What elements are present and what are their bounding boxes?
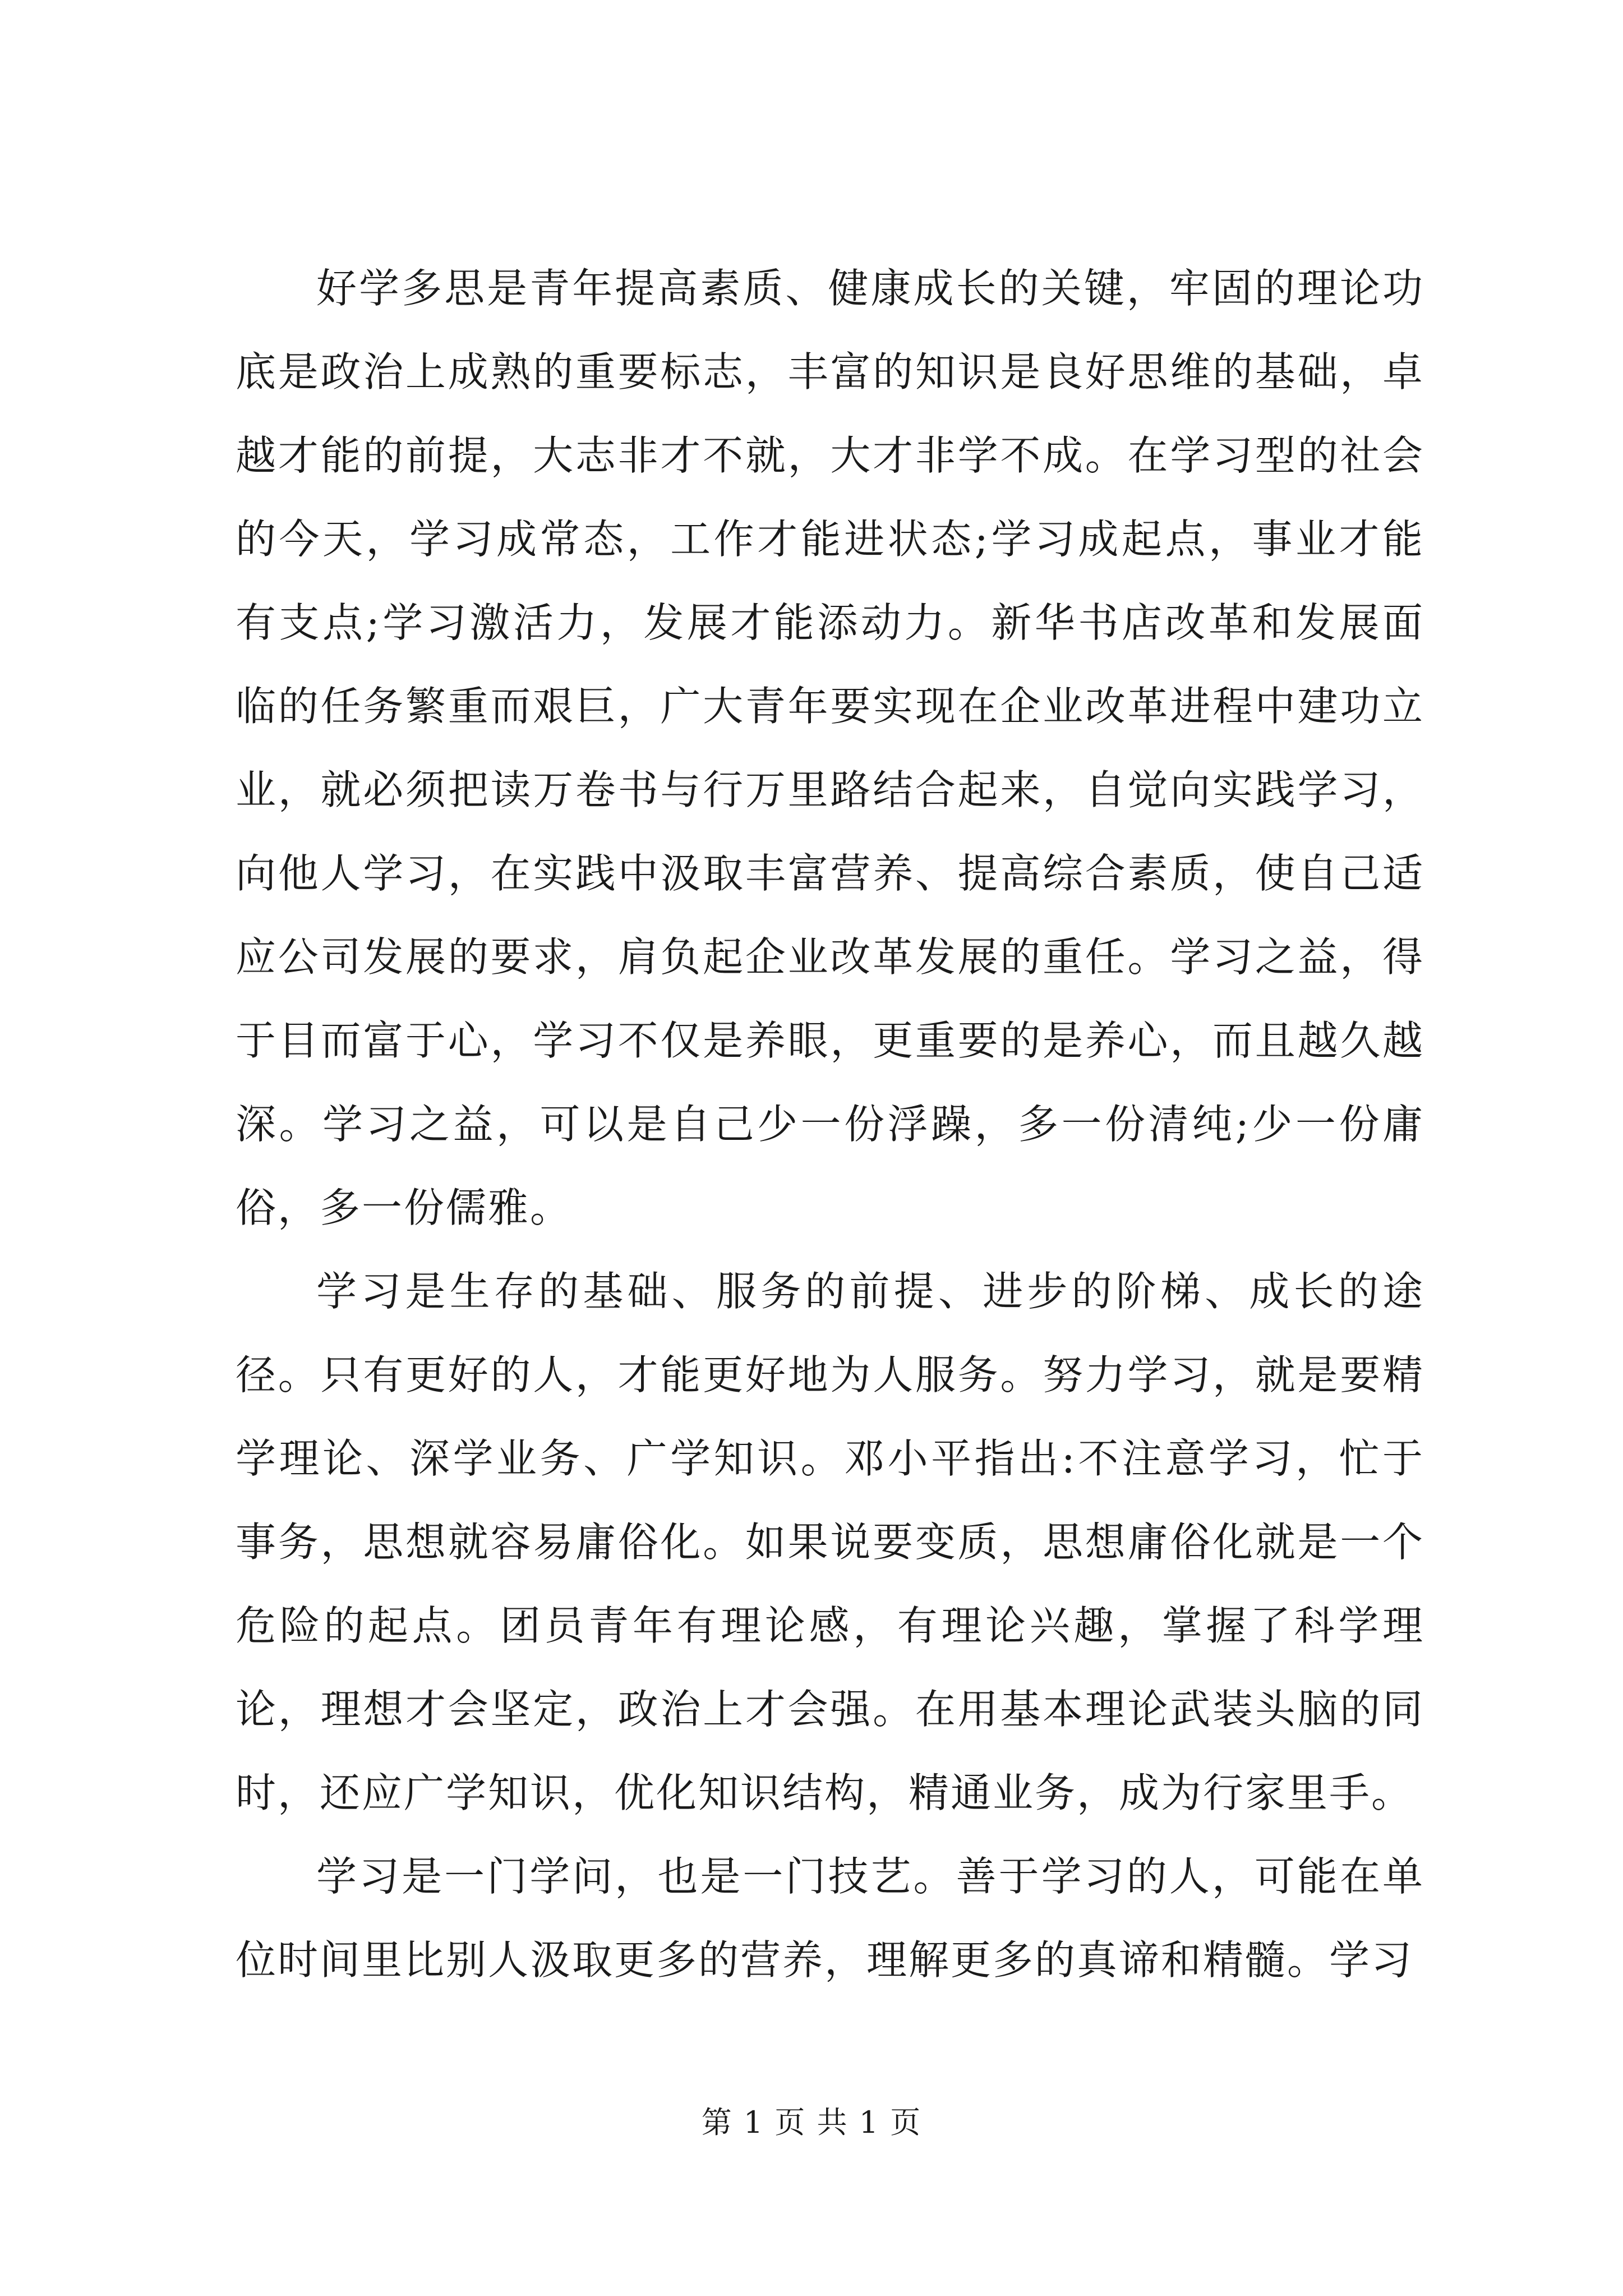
- paragraph-2: 学习是生存的基础、服务的前提、进步的阶梯、成长的途径。只有更好的人，才能更好地为人服务。努力学习，就是要精学理论、深学业务、广学知识。邓小平指出:不注意学习，忙于事务，思想就容易庸俗化。如果说要变质，思想庸俗化就是一个危险的起点。团员青年有理论感，有理论兴趣，掌握了科学理论，理想才会坚定，政治上才会强。在用基本理论武装头脑的同时，还应广学知识，优化知识结构，精通业务，成为行家里手。: [236, 1268, 1424, 1816]
- paragraph-3: 学习是一门学问，也是一门技艺。善于学习的人，可能在单位时间里比别人汲取更多的营养，理解更多的真谛和精髓。学习: [236, 1853, 1424, 1984]
- page-footer: 第 1 页 共 1 页: [701, 2105, 922, 2140]
- paragraph-1: 好学多思是青年提高素质、健康成长的关键，牢固的理论功底是政治上成熟的重要标志，丰富的知识是良好思维的基础，卓越才能的前提，大志非才不就，大才非学不成。在学习型的社会的今天，学习成常态，工作才能进状态;学习成起点，事业才能有支点;学习激活力，发展才能添动力。新华书店改革和发展面临的任务繁重而艰巨，广大青年要实现在企业改革进程中建功立业，就必须把读万卷书与行万里路结合起来，自觉向实践学习，向他人学习，在实践中汲取丰富营养、提高综合素质，使自己适应公司发展的要求，肩负起企业改革发展的重任。学习之益，得于目而富于心，学习不仅是养眼，更重要的是养心，而且越久越深。学习之益，可以是自己少一份浮躁，多一份清纯;少一份庸俗，多一份儒雅。: [236, 265, 1424, 1231]
- document-body: [236, 247, 1424, 2002]
